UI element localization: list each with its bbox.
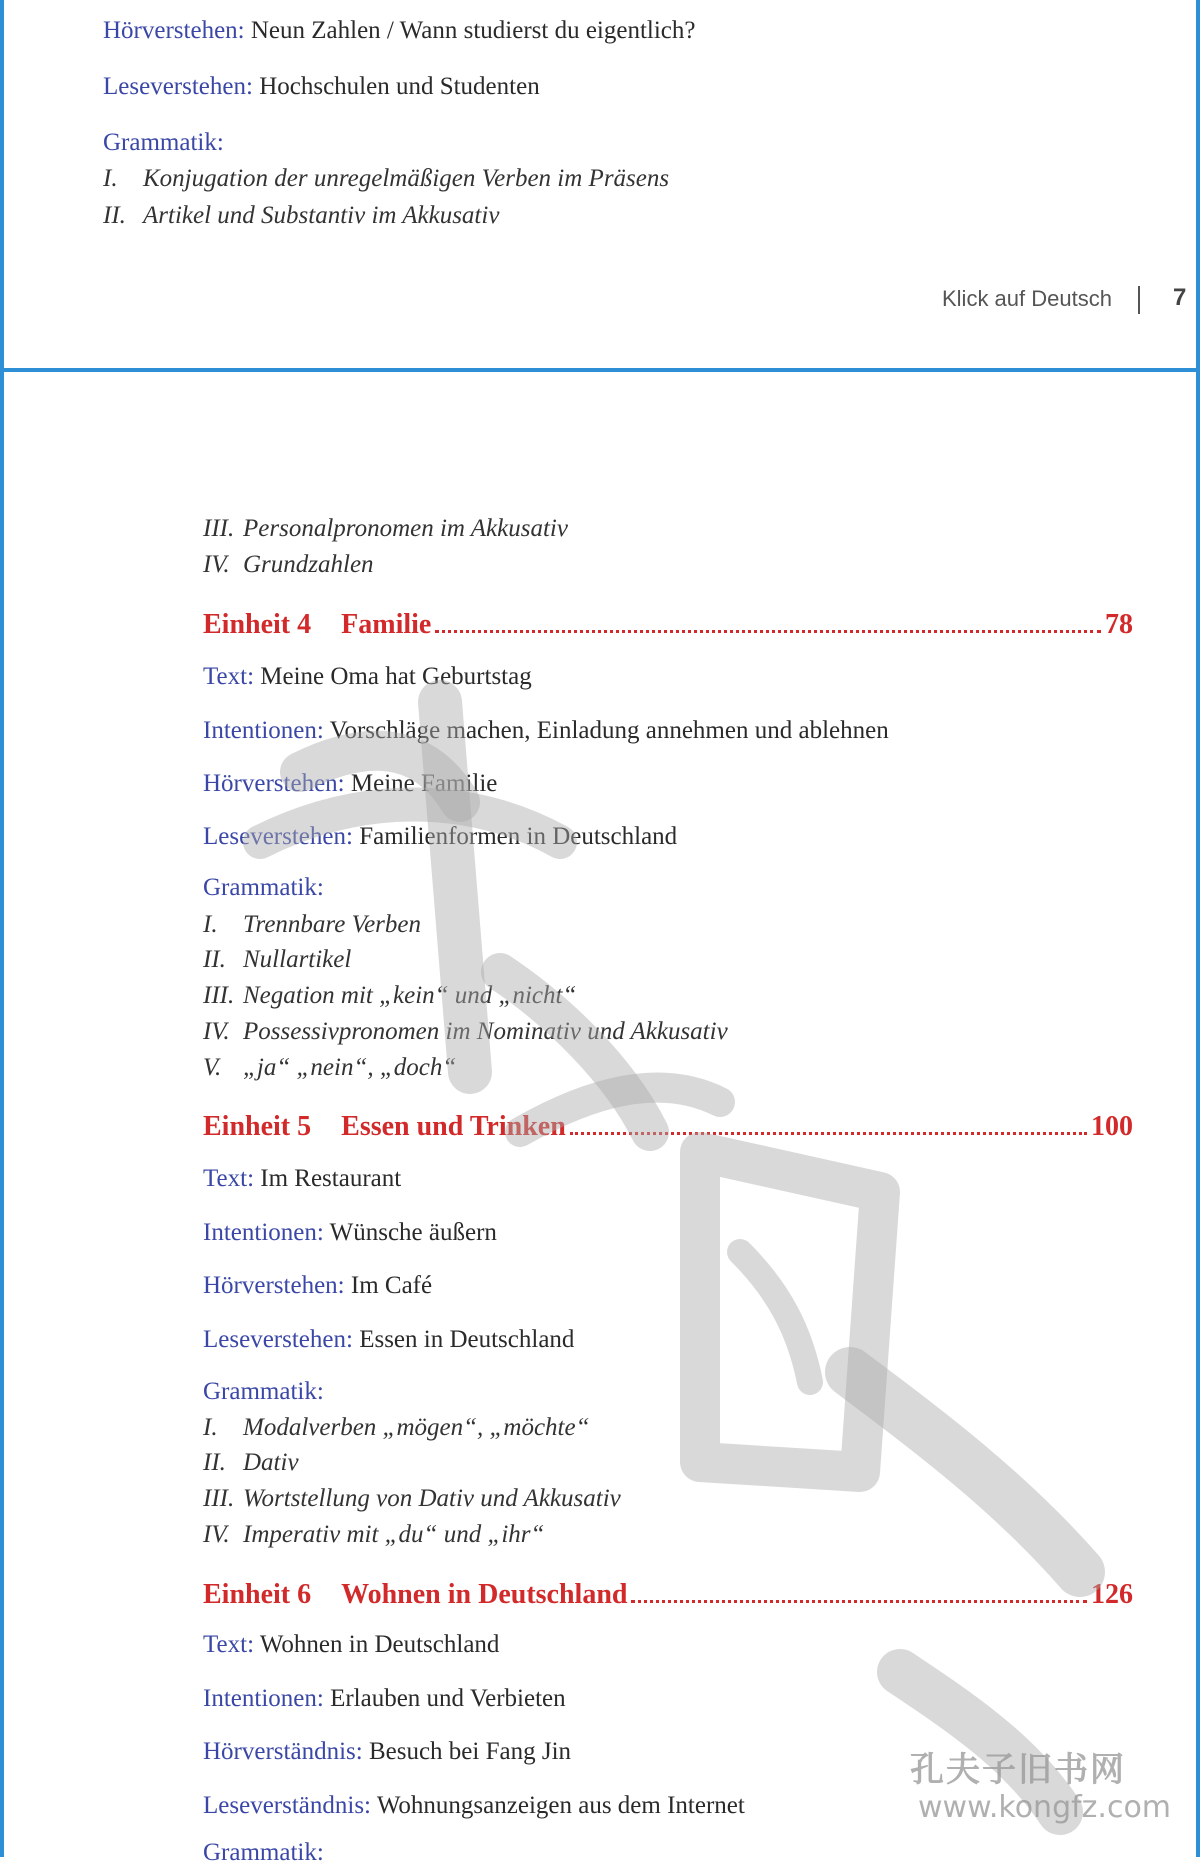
toc-unit-heading[interactable]: Einheit 6 Wohnen in Deutschland 126	[203, 1579, 1133, 1610]
grammar-heading: Grammatik:	[103, 129, 224, 156]
grammar-item: II. Artikel und Substantiv im Akkusativ	[103, 202, 500, 229]
toc-unit-heading[interactable]: Einheit 5 Essen und Trinken 100	[203, 1111, 1133, 1142]
leader-dots	[631, 1578, 1087, 1603]
toc-line-intentionen: Intentionen: Vorschläge machen, Einladung annehmen und ablehnen	[203, 717, 889, 744]
toc-line-hoerverstehen: Hörverstehen: Meine Familie	[203, 770, 498, 797]
grammar-heading: Grammatik:	[203, 1839, 324, 1866]
grammar-item: II. Nullartikel	[203, 946, 352, 973]
grammar-heading: Grammatik:	[203, 1378, 324, 1405]
toc-line-text: Text: Meine Oma hat Geburtstag	[203, 663, 532, 690]
toc-unit-heading[interactable]: Einheit 4 Familie 78	[203, 609, 1133, 640]
grammar-item: IV. Grundzahlen	[203, 551, 374, 578]
grammar-item: III. Negation mit „kein“ und „nicht“	[203, 982, 577, 1009]
toc-line-intentionen: Intentionen: Wünsche äußern	[203, 1219, 497, 1246]
toc-line-leseverstehen: Leseverstehen: Familienformen in Deutschland	[203, 823, 678, 850]
toc-line-hoerverstehen: Hörverstehen: Im Café	[203, 1272, 433, 1299]
watermark-text: 孔夫子旧书网	[910, 1750, 1126, 1790]
toc-line-leseverstehen: Leseverstehen: Essen in Deutschland	[203, 1326, 575, 1353]
leader-dots	[570, 1110, 1087, 1135]
footer-page-number: 7	[1173, 284, 1187, 311]
toc-line-hoerverstehen: Hörverstehen: Neun Zahlen / Wann studierst du eigentlich?	[103, 17, 696, 44]
footer-divider	[1138, 286, 1140, 314]
unit-page-number: 100	[1091, 1111, 1133, 1142]
grammar-item: III. Wortstellung von Dativ und Akkusativ	[203, 1485, 621, 1512]
toc-line-leseverstaendnis: Leseverständnis: Wohnungsanzeigen aus dem Internet	[203, 1792, 745, 1819]
footer-book-title: Klick auf Deutsch	[942, 286, 1112, 311]
unit-page-number: 126	[1091, 1579, 1133, 1610]
grammar-item: I. Konjugation der unregelmäßigen Verben im Präsens	[103, 165, 670, 192]
grammar-item: IV. Imperativ mit „du“ und „ihr“	[203, 1521, 545, 1548]
grammar-item: III. Personalpronomen im Akkusativ	[203, 515, 568, 542]
unit-page-number: 78	[1105, 609, 1133, 640]
grammar-item: I. Trennbare Verben	[203, 911, 421, 938]
grammar-item: II. Dativ	[203, 1449, 299, 1476]
toc-line-leseverstehen: Leseverstehen: Hochschulen und Studenten	[103, 73, 540, 100]
watermark-url: www.kongfz.com	[918, 1790, 1172, 1825]
leader-dots	[435, 608, 1101, 633]
toc-line-text: Text: Wohnen in Deutschland	[203, 1631, 500, 1658]
grammar-item: IV. Possessivpronomen im Nominativ und Akkusativ	[203, 1018, 728, 1045]
toc-line-hoerverstaendnis: Hörverständnis: Besuch bei Fang Jin	[203, 1738, 572, 1765]
grammar-heading: Grammatik:	[203, 874, 324, 901]
toc-line-intentionen: Intentionen: Erlauben und Verbieten	[203, 1685, 566, 1712]
grammar-item: V. „ja“ „nein“, „doch“	[203, 1054, 457, 1081]
grammar-item: I. Modalverben „mögen“, „möchte“	[203, 1414, 590, 1441]
toc-line-text: Text: Im Restaurant	[203, 1165, 402, 1192]
